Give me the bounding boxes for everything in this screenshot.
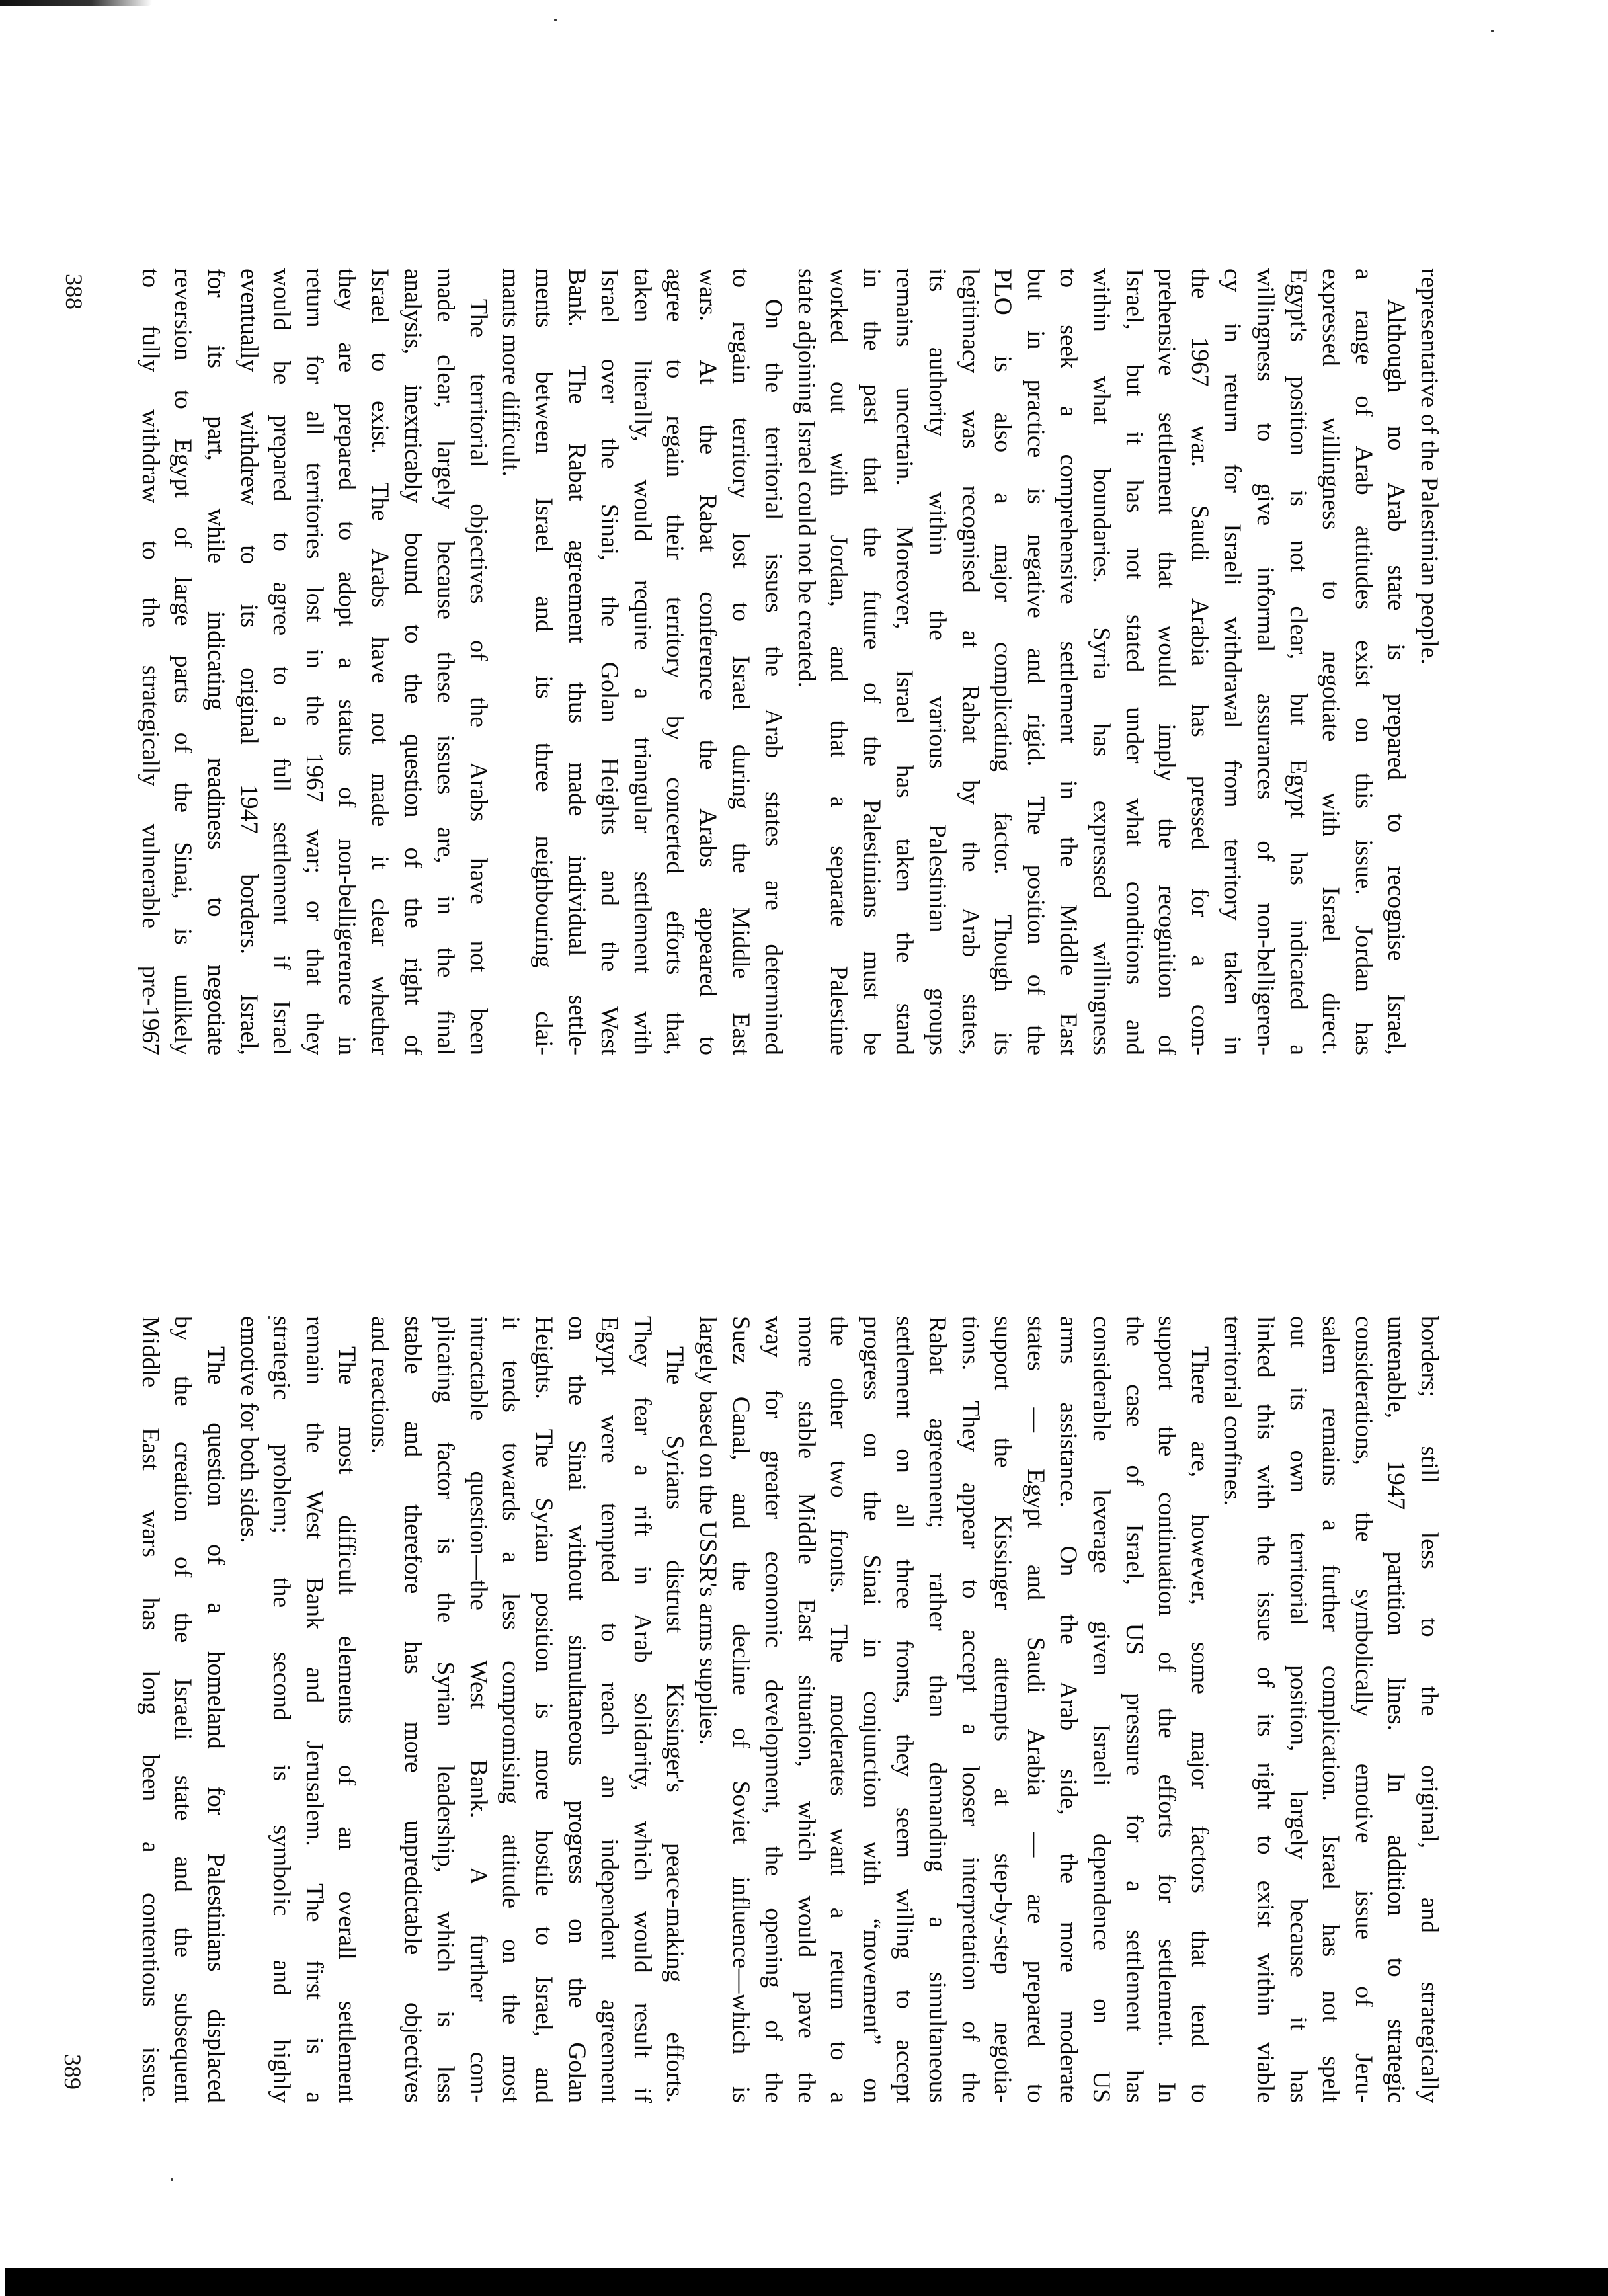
text-line: within what boundaries. Syria has expressed willingness xyxy=(1088,268,1115,1055)
text-line: The most difficult elements of an overall settlement xyxy=(333,1346,361,2103)
text-line: considerable leverage given Israeli dependence on US xyxy=(1088,1316,1115,2103)
text-line: support the continuation of the efforts for settlement. In xyxy=(1153,1316,1181,2103)
text-line: the case of Israel, US pressure for a settlement has xyxy=(1120,1316,1148,2103)
text-line: Israel, but it has not stated under what conditions and xyxy=(1120,268,1148,1055)
scan-speck xyxy=(1491,30,1494,32)
text-line: support the Kissinger attempts at step-by-step negotia- xyxy=(989,1316,1017,2103)
text-line: tions. They appear to accept a looser interpretation of the xyxy=(956,1316,984,2103)
text-line: Middle East wars has long been a contentious issue. xyxy=(136,1316,164,2103)
text-line: and reactions. xyxy=(366,1316,393,1454)
text-line: eventually withdrew to its original 1947 borders. Israel, xyxy=(235,268,262,1055)
text-line: Bank. The Rabat agreement thus made individual settle- xyxy=(563,268,590,1055)
text-line: representative of the Palestinian people. xyxy=(1416,268,1443,665)
text-line: Israel to exist. The Arabs have not made it clear whether xyxy=(366,268,393,1055)
text-line: Suez Canal, and the decline of Soviet influence—which is xyxy=(727,1316,754,2103)
text-line: arms assistance. On the Arab side, the more moderate xyxy=(1055,1316,1082,2103)
text-line: borders; still less to the original, and strategically xyxy=(1416,1316,1443,2103)
text-line: There are, however, some major factors that tend to xyxy=(1186,1346,1213,2103)
text-line: remains uncertain. Moreover, Israel has taken the stand xyxy=(891,268,918,1055)
text-line: Heights. The Syrian position is more hostile to Israel, and xyxy=(530,1316,557,2103)
text-line: wars. At the Rabat conference the Arabs appeared to xyxy=(694,268,721,1055)
text-line: state adjoining Israel could not be created. xyxy=(792,268,820,688)
text-line: cy in return for Israeli withdrawal from territory taken in xyxy=(1219,268,1246,1055)
text-line: for its part, while indicating readiness to negotiate xyxy=(202,268,230,1055)
text-line: progress on the Sinai in conjunction with “movement” on xyxy=(858,1316,885,2103)
text-line: on the Sinai without simultaneous progress on the Golan xyxy=(563,1316,590,2103)
text-line: ments between Israel and its three neighbouring clai- xyxy=(530,268,557,1055)
text-line: return for all territories lost in the 1967 war; or that they xyxy=(300,268,328,1055)
text-line: out its own territorial position, largely because it has xyxy=(1284,1316,1312,2103)
scan-edge-smear xyxy=(0,0,152,6)
text-line: The territorial objectives of the Arabs have not been xyxy=(464,299,492,1055)
text-line: they are prepared to adopt a status of non-belligerence in xyxy=(333,268,361,1055)
text-line: its authority within the various Palestinian groups xyxy=(924,268,951,1055)
page-number-388: 388 xyxy=(61,274,87,309)
text-line: They fear a rift in Arab solidarity, which would result if xyxy=(628,1316,656,2103)
text-line: states — Egypt and Saudi Arabia — are prepared to xyxy=(1022,1316,1049,2103)
text-line: way for greater economic development, the opening of the xyxy=(760,1316,787,2103)
text-line: On the territorial issues the Arab states are determined xyxy=(760,299,787,1055)
text-line: analysis, inextricably bound to the question of the right of xyxy=(399,268,426,1055)
page-388-text xyxy=(134,268,1445,1055)
scan-bottom-border xyxy=(5,2268,1608,2296)
text-line: prehensive settlement that would imply the recognition of xyxy=(1153,268,1181,1055)
text-line: plicating factor is the Syrian leadership, which is less xyxy=(432,1316,460,2103)
scan-speck xyxy=(554,19,557,21)
scan-speck xyxy=(171,2178,173,2181)
text-line: legitimacy was recognised at Rabat by the Arab states, xyxy=(956,268,984,1055)
text-line: settlement on all three fronts, they seem willing to accept xyxy=(891,1316,918,2103)
text-line: would be prepared to agree to a full settlement if Israel xyxy=(268,268,296,1055)
text-line: but in practice is negative and rigid. The position of the xyxy=(1022,268,1049,1055)
text-line: worked out with Jordan, and that a separate Palestine xyxy=(825,268,853,1055)
text-line: linked this with the issue of its right to exist within viable xyxy=(1252,1316,1279,2103)
text-line: by the creation of the Israeli state and the subsequent xyxy=(169,1316,197,2103)
text-line: to regain territory lost to Israel during the Middle East xyxy=(727,268,754,1055)
text-line: it tends towards a less compromising attitude on the most xyxy=(497,1316,525,2103)
text-line: reversion to Egypt of large parts of the Sinai, is unlikely xyxy=(169,268,197,1055)
text-line: willingness to give informal assurances of non-belligeren- xyxy=(1252,268,1279,1055)
text-line: stable and therefore has more unpredictable objectives xyxy=(399,1316,426,2103)
text-line: The Syrians distrust Kissinger's peace-making efforts. xyxy=(661,1346,689,2103)
text-line: remain the West Bank and Jerusalem. The first is a xyxy=(300,1316,328,2103)
text-line: the other two fronts. The moderates want a return to a xyxy=(825,1316,853,2103)
text-line: emotive for both sides. xyxy=(235,1316,262,1543)
text-line: more stable Middle East situation, which would pave the xyxy=(792,1316,820,2103)
text-line: to seek a comprehensive settlement in the Middle East xyxy=(1055,268,1082,1055)
text-line: to fully withdraw to the strategically vulnerable pre-1967 xyxy=(136,268,164,1055)
text-line: territorial confines. xyxy=(1219,1316,1246,1506)
text-line: Israel over the Sinai, the Golan Heights and the West xyxy=(596,268,623,1055)
text-line: Although no Arab state is prepared to recognise Israel, xyxy=(1383,299,1410,1055)
text-line: a range of Arab attitudes exist on this issue. Jordan has xyxy=(1349,268,1377,1055)
text-line: Egypt's position is not clear, but Egypt has indicated a xyxy=(1284,268,1312,1055)
text-line: taken literally, would require a triangular settlement with xyxy=(628,268,656,1055)
text-line: made clear, largely because these issues are, in the final xyxy=(432,268,460,1055)
text-line: agree to regain their territory by concerted efforts that, xyxy=(661,268,689,1055)
text-line: The question of a homeland for Palestinians displaced xyxy=(202,1346,230,2103)
text-line: expressed willingness to negotiate with Israel direct. xyxy=(1317,268,1345,1055)
text-line: largely based on the USSR's arms supplies. xyxy=(694,1316,721,1745)
text-line: considerations, the symbolically emotive issue of Jeru- xyxy=(1349,1316,1377,2103)
text-line: in the past that the future of the Palestinians must be xyxy=(858,268,885,1055)
text-line: salem remains a further complication. Israel has not spelt xyxy=(1317,1316,1345,2103)
page-number-389: 389 xyxy=(60,2054,86,2090)
text-line: Egypt were tempted to reach an independent agreement xyxy=(596,1316,623,2103)
text-line: Rabat agreement; rather than demanding a simultaneous xyxy=(924,1316,951,2103)
text-line: PLO is also a major complicating factor. Though its xyxy=(989,268,1017,1055)
text-line: strategic problem; the second is symbolic and highly xyxy=(268,1316,296,2103)
text-line: intractable question—the West Bank. A further com- xyxy=(464,1316,492,2103)
text-line: mants more difficult. xyxy=(497,268,525,477)
text-line: the 1967 war. Saudi Arabia has pressed for a com- xyxy=(1186,268,1213,1055)
page-389-text xyxy=(134,1316,1445,2103)
text-line: untenable, 1947 partition lines. In addition to strategic xyxy=(1383,1316,1410,2103)
